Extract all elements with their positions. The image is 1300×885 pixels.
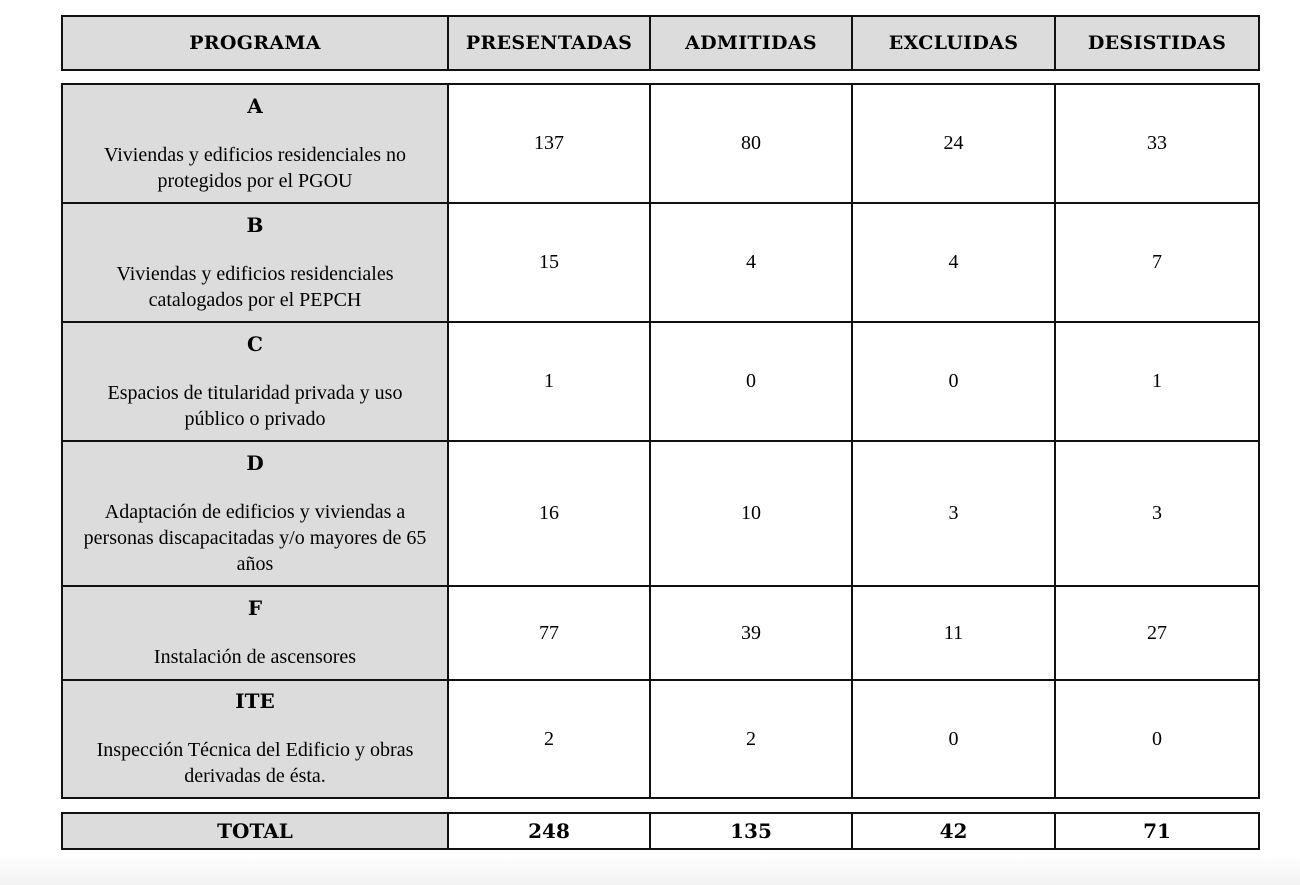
table-row (62, 322, 1259, 441)
excluidas-cell: 0 (852, 680, 1055, 798)
excluidas-cell: 3 (852, 441, 1055, 586)
excluidas-cell: 24 (852, 84, 1055, 203)
program-cell (62, 586, 448, 680)
header-programa: PROGRAMA (62, 16, 448, 70)
program-description: Espacios de titularidad privada y uso público o privado (107, 381, 403, 430)
presentadas-cell: 15 (448, 203, 650, 322)
program-code: B (246, 212, 264, 237)
desistidas-cell: 7 (1055, 203, 1259, 322)
program-description: Inspección Técnica del Edificio y obras derivadas de ésta. (96, 739, 414, 787)
program-code: ITE (235, 689, 275, 713)
total-presentadas: 248 (448, 813, 650, 849)
total-row (62, 813, 1259, 849)
header-presentadas: PRESENTADAS (448, 16, 650, 70)
table-row (62, 680, 1259, 798)
programs-table (61, 83, 1260, 799)
table-row (62, 586, 1259, 680)
program-description: Viviendas y edificios residenciales catalogados por el PEPCH (116, 262, 394, 311)
presentadas-cell: 1 (448, 322, 650, 441)
program-code: D (246, 450, 264, 475)
presentadas-cell: 77 (448, 586, 650, 680)
desistidas-cell: 33 (1055, 84, 1259, 203)
presentadas-cell: 2 (448, 680, 650, 798)
program-code: C (247, 331, 263, 356)
presentadas-cell: 16 (448, 441, 650, 586)
desistidas-cell: 3 (1055, 441, 1259, 586)
program-cell (62, 203, 448, 322)
desistidas-cell: 1 (1055, 322, 1259, 441)
desistidas-cell: 27 (1055, 586, 1259, 680)
total-admitidas: 135 (650, 813, 852, 849)
program-cell (62, 441, 448, 586)
header-table (61, 15, 1260, 71)
total-table (61, 812, 1260, 850)
program-cell (62, 680, 448, 798)
admitidas-cell: 80 (650, 84, 852, 203)
total-excluidas: 42 (852, 813, 1055, 849)
header-excluidas: EXCLUIDAS (852, 16, 1055, 70)
program-description: Viviendas y edificios residenciales no protegidos por el PGOU (103, 143, 407, 192)
header-admitidas: ADMITIDAS (650, 16, 852, 70)
excluidas-cell: 4 (852, 203, 1055, 322)
program-description: Instalación de ascensores (153, 646, 357, 668)
header-desistidas: DESISTIDAS (1055, 16, 1259, 70)
presentadas-cell: 137 (448, 84, 650, 203)
table-row (62, 203, 1259, 322)
program-code: F (247, 596, 263, 620)
total-desistidas: 71 (1055, 813, 1259, 849)
total-label: TOTAL (62, 813, 448, 849)
admitidas-cell: 39 (650, 586, 852, 680)
admitidas-cell: 10 (650, 441, 852, 586)
page-bottom-shade (0, 855, 1300, 885)
excluidas-cell: 11 (852, 586, 1055, 680)
admitidas-cell: 0 (650, 322, 852, 441)
program-cell (62, 322, 448, 441)
table-row (62, 84, 1259, 203)
excluidas-cell: 0 (852, 322, 1055, 441)
program-code: A (247, 93, 263, 118)
program-description: Adaptación de edificios y viviendas a personas discapacitadas y/o mayores de 65 años (83, 500, 427, 575)
program-cell (62, 84, 448, 203)
admitidas-cell: 2 (650, 680, 852, 798)
desistidas-cell: 0 (1055, 680, 1259, 798)
header-row (62, 16, 1259, 70)
table-row (62, 441, 1259, 586)
admitidas-cell: 4 (650, 203, 852, 322)
